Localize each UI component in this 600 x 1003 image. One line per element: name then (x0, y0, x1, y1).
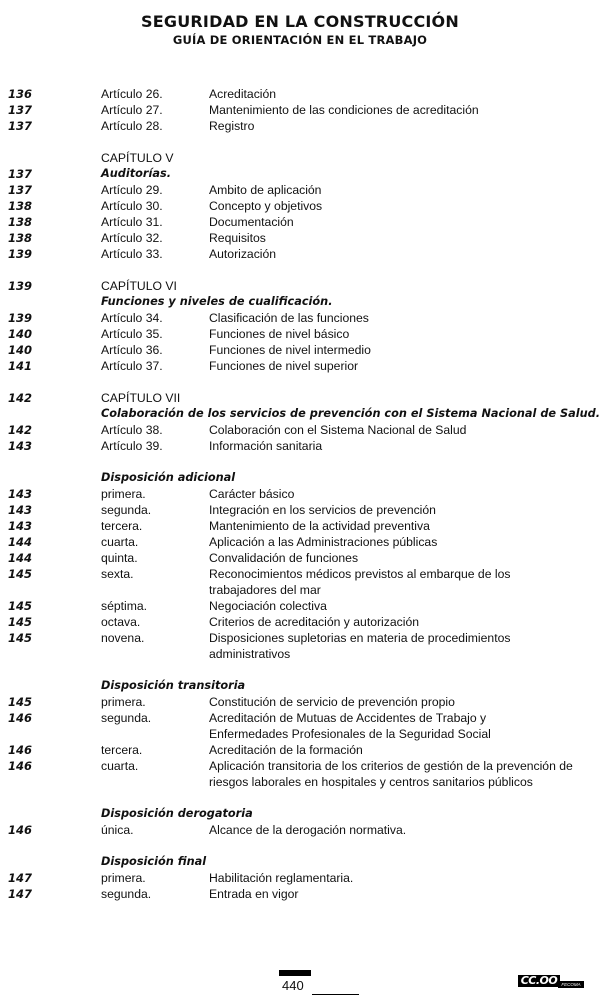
toc-entry (0, 742, 600, 758)
spacer (0, 838, 600, 854)
article-label: Artículo 35. (101, 327, 163, 341)
toc-entry (0, 486, 600, 502)
page-ref: 137 (8, 167, 33, 181)
article-label: Artículo 26. (101, 87, 163, 101)
article-label: única. (101, 823, 134, 837)
article-label: tercera. (101, 743, 143, 757)
page-ref: 142 (8, 423, 33, 437)
article-label: primera. (101, 871, 146, 885)
entry-title: Concepto y objetivos (209, 199, 323, 213)
article-label: cuarta. (101, 535, 139, 549)
section-heading (0, 166, 600, 182)
entry-title: Entrada en vigor (209, 887, 299, 901)
section-title: Disposición derogatoria (101, 807, 253, 820)
ccoo-logo (518, 975, 584, 991)
article-label: sexta. (101, 567, 134, 581)
section-title: Disposición adicional (101, 471, 236, 484)
page-ref: 144 (8, 535, 33, 549)
page-ref: 144 (8, 551, 33, 565)
article-label: segunda. (101, 711, 152, 725)
article-label: segunda. (101, 887, 152, 901)
article-label: Artículo 36. (101, 343, 163, 357)
entry-title: Convalidación de funciones (209, 551, 359, 565)
document-subtitle: GUÍA DE ORIENTACIÓN EN EL TRABAJO (172, 33, 428, 47)
page-number: 440 (282, 978, 304, 993)
page-ref: 143 (8, 487, 33, 501)
page-ref: 145 (8, 695, 33, 709)
article-label: Artículo 29. (101, 183, 163, 197)
page-ref: 136 (8, 87, 33, 101)
page-ref: 138 (8, 215, 33, 229)
toc-entry (0, 214, 600, 230)
page-ref: 145 (8, 567, 33, 581)
toc-entry (0, 310, 600, 326)
article-label: Artículo 31. (101, 215, 163, 229)
page-header (0, 10, 600, 48)
toc-entry (0, 518, 600, 534)
entry-title: Ambito de aplicación (209, 183, 322, 197)
entry-title: Documentación (209, 215, 294, 229)
page-ref: 140 (8, 343, 33, 357)
page-ref: 145 (8, 599, 33, 613)
spacer (0, 134, 600, 150)
page-ref: 139 (8, 279, 33, 293)
article-label: quinta. (101, 551, 138, 565)
section-title: Disposición transitoria (101, 679, 246, 692)
toc-entry (0, 86, 600, 102)
page-ref: 141 (8, 359, 33, 373)
page-ref: 137 (8, 183, 33, 197)
footer-bar-decoration (279, 970, 311, 976)
toc-entry (0, 326, 600, 342)
section-heading (0, 406, 600, 422)
chapter-label: CAPÍTULO VII (101, 391, 181, 405)
entry-title: Autorización (209, 247, 277, 261)
toc-entry (0, 822, 600, 838)
entry-title: Habilitación reglamentaria. (209, 871, 354, 885)
toc-entry (0, 630, 600, 662)
article-label: Artículo 28. (101, 119, 163, 133)
page-ref: 146 (8, 711, 33, 725)
entry-title: Negociación colectiva (209, 599, 327, 613)
entry-title: Reconocimientos médicos previstos al embarque de los trabajadores del mar (209, 567, 511, 597)
toc-entry (0, 182, 600, 198)
entry-title: Disposiciones supletorias en materia de procedimientos administrativos (209, 631, 511, 661)
page-ref: 138 (8, 199, 33, 213)
toc-entry (0, 422, 600, 438)
toc-entry (0, 710, 600, 742)
chapter-heading (0, 150, 600, 166)
article-label: Artículo 34. (101, 311, 163, 325)
section-title: Disposición final (101, 855, 207, 868)
entry-title: Funciones de nivel básico (209, 327, 350, 341)
entry-title: Aplicación a las Administraciones públicas (209, 535, 438, 549)
logo-sub-text: FECOMA (558, 981, 584, 988)
article-label: cuarta. (101, 759, 139, 773)
spacer (0, 374, 600, 390)
toc-entry (0, 358, 600, 374)
entry-title: Acreditación de la formación (209, 743, 363, 757)
toc-entry (0, 550, 600, 566)
entry-title: Funciones de nivel intermedio (209, 343, 371, 357)
chapter-heading (0, 278, 600, 294)
article-label: segunda. (101, 503, 152, 517)
entry-title: Alcance de la derogación normativa. (209, 823, 407, 837)
page-ref: 145 (8, 631, 33, 645)
page-ref: 137 (8, 103, 33, 117)
article-label: tercera. (101, 519, 143, 533)
toc-entry (0, 230, 600, 246)
article-label: Artículo 30. (101, 199, 163, 213)
page-ref: 146 (8, 823, 33, 837)
entry-title: Información sanitaria (209, 439, 323, 453)
page-ref: 139 (8, 247, 33, 261)
section-heading (0, 470, 600, 486)
article-label: Artículo 33. (101, 247, 163, 261)
toc-entry (0, 438, 600, 454)
spacer (0, 262, 600, 278)
toc-entry (0, 198, 600, 214)
entry-title: Funciones de nivel superior (209, 359, 359, 373)
toc-entry (0, 342, 600, 358)
article-label: séptima. (101, 599, 148, 613)
spacer (0, 662, 600, 678)
toc-entry (0, 502, 600, 518)
toc-entry (0, 886, 600, 902)
entry-title: Requisitos (209, 231, 266, 245)
article-label: Artículo 39. (101, 439, 163, 453)
toc-entry (0, 246, 600, 262)
entry-title: Aplicación transitoria de los criterios de gestión de la prevención de riesgos laborales en hospitales y centros sanitarios públicos (209, 759, 573, 789)
spacer (0, 454, 600, 470)
section-heading (0, 806, 600, 822)
section-title: Auditorías. (101, 167, 171, 180)
toc-entry (0, 614, 600, 630)
article-label: novena. (101, 631, 145, 645)
article-label: primera. (101, 487, 146, 501)
toc-entry (0, 566, 600, 598)
spacer (0, 790, 600, 806)
entry-title: Acreditación (209, 87, 277, 101)
section-title: Colaboración de los servicios de prevención con el Sistema Nacional de Salud. (101, 407, 600, 420)
page-ref: 138 (8, 231, 33, 245)
page-ref: 142 (8, 391, 33, 405)
entry-title: Criterios de acreditación y autorización (209, 615, 419, 629)
section-title: Funciones y niveles de cualificación. (101, 295, 333, 308)
page-ref: 139 (8, 311, 33, 325)
article-label: primera. (101, 695, 146, 709)
page-ref: 143 (8, 519, 33, 533)
toc-entry (0, 102, 600, 118)
entry-title: Carácter básico (209, 487, 295, 501)
logo-main-text: CC.OO (518, 975, 560, 987)
page-ref: 143 (8, 503, 33, 517)
page-ref: 146 (8, 759, 33, 773)
page-ref: 147 (8, 871, 33, 885)
entry-title: Acreditación de Mutuas de Accidentes de Trabajo y Enfermedades Profesionales de la Seguridad Social (209, 711, 491, 741)
entry-title: Colaboración con el Sistema Nacional de Salud (209, 423, 467, 437)
page-ref: 145 (8, 615, 33, 629)
entry-title: Integración en los servicios de prevención (209, 503, 436, 517)
article-label: Artículo 32. (101, 231, 163, 245)
page-ref: 143 (8, 439, 33, 453)
chapter-label: CAPÍTULO V (101, 151, 174, 165)
toc-entry (0, 118, 600, 134)
page-ref: 147 (8, 887, 33, 901)
footer-rule (312, 994, 359, 995)
toc-entry (0, 758, 600, 790)
article-label: octava. (101, 615, 141, 629)
article-label: Artículo 27. (101, 103, 163, 117)
page-ref: 140 (8, 327, 33, 341)
page-ref: 137 (8, 119, 33, 133)
article-label: Artículo 37. (101, 359, 163, 373)
section-heading (0, 678, 600, 694)
entry-title: Clasificación de las funciones (209, 311, 369, 325)
chapter-heading (0, 390, 600, 406)
entry-title: Mantenimiento de la actividad preventiva (209, 519, 430, 533)
toc-entry (0, 870, 600, 886)
toc-entry (0, 694, 600, 710)
entry-title: Constitución de servicio de prevención propio (209, 695, 455, 709)
page-ref: 146 (8, 743, 33, 757)
section-heading (0, 294, 600, 310)
section-heading (0, 854, 600, 870)
toc-entry (0, 534, 600, 550)
entry-title: Mantenimiento de las condiciones de acreditación (209, 103, 479, 117)
chapter-label: CAPÍTULO VI (101, 279, 177, 293)
toc-entry (0, 598, 600, 614)
entry-title: Registro (209, 119, 255, 133)
document-title: SEGURIDAD EN LA CONSTRUCCIÓN (141, 12, 459, 31)
table-of-contents (0, 86, 600, 902)
article-label: Artículo 38. (101, 423, 163, 437)
